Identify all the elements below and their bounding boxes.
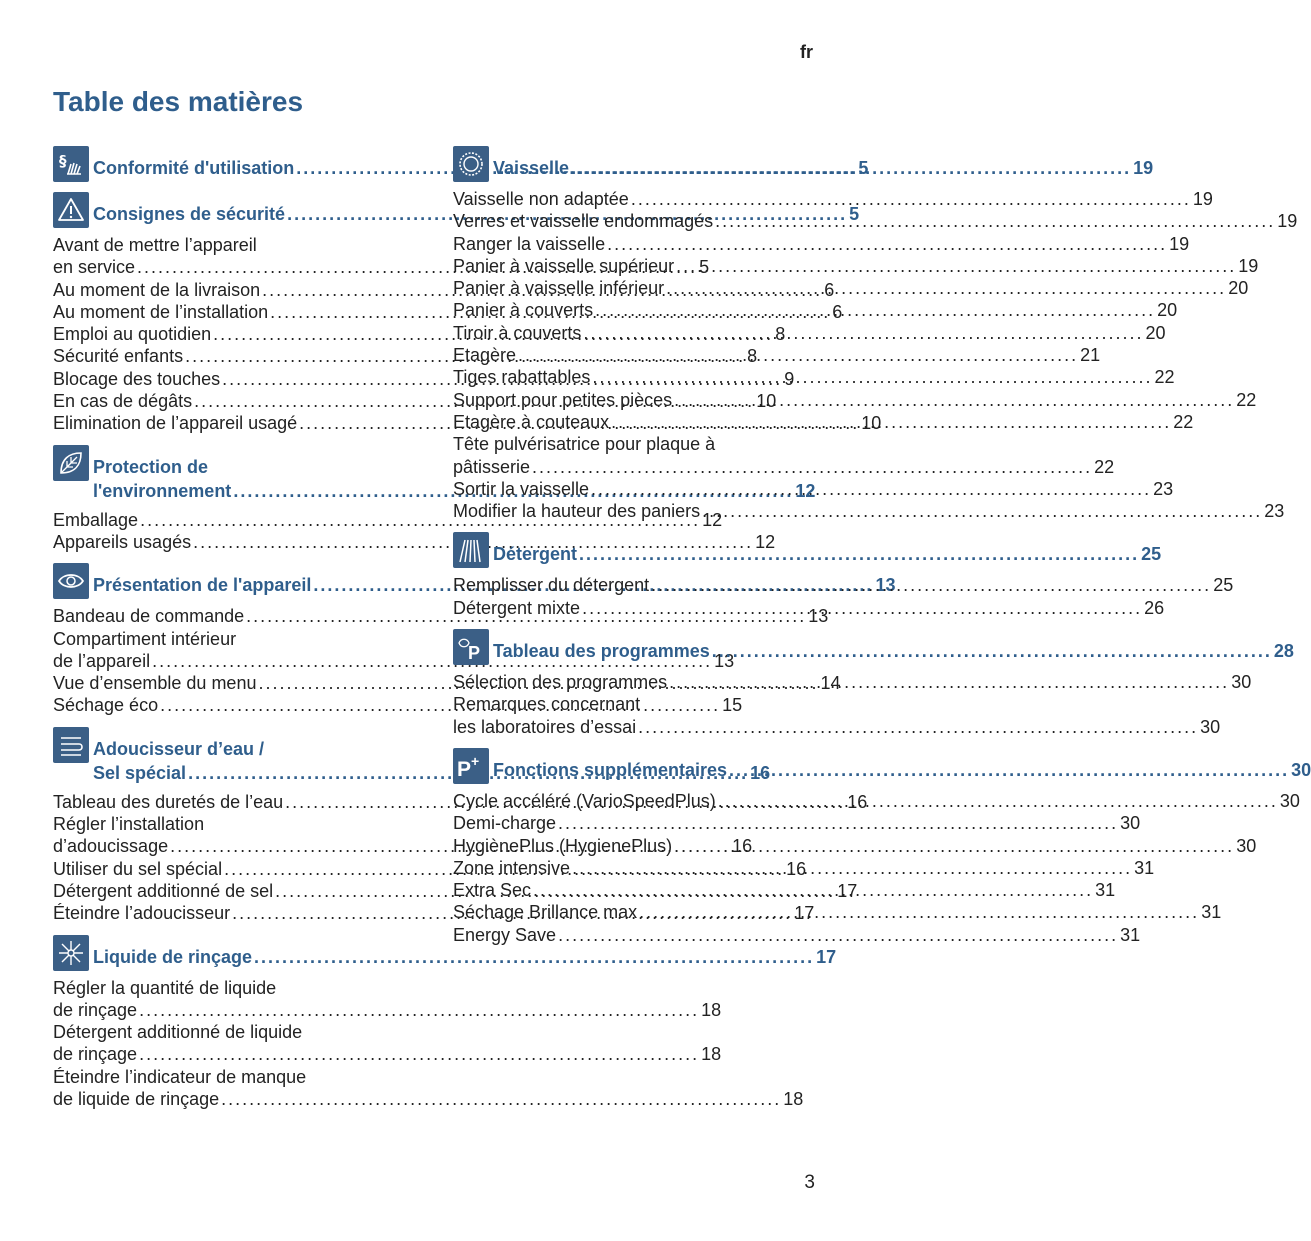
section-page: 13: [875, 575, 896, 596]
paragraph-hand-icon: [53, 146, 89, 182]
entry-text: Utiliser du sel spécial: [53, 858, 223, 879]
toc-entry[interactable]: [453, 857, 1155, 879]
detergent-icon: [453, 532, 489, 568]
entry-page: 10: [861, 413, 882, 434]
section-page: 17: [816, 946, 837, 967]
entry-text: de liquide de rinçage: [53, 1089, 220, 1110]
dot-leader: [591, 478, 1151, 500]
entry-text: Verres et vaisselle endommagés: [453, 211, 714, 232]
program-table-icon: [453, 629, 489, 665]
toc-entry-row[interactable]: [453, 188, 1213, 210]
dot-leader: [631, 188, 1191, 210]
entry-page: 15: [722, 695, 743, 716]
toc-entry[interactable]: [53, 977, 722, 1022]
entry-text: Zone intensive: [453, 857, 571, 878]
section-title-row[interactable]: [493, 639, 1294, 663]
entry-page: 31: [1095, 880, 1116, 901]
entry-text-line: Détergent additionné de liquide: [53, 1022, 303, 1043]
dot-leader: [532, 456, 1092, 478]
entry-page: 13: [808, 606, 829, 627]
entry-text-line: Avant de mettre l’appareil: [53, 235, 257, 255]
entry-text: Tiroir à couverts: [453, 322, 582, 343]
section-title: Détergent: [493, 544, 578, 565]
toc-entry[interactable]: [453, 366, 1175, 388]
section-title: Conformité d'utilisation: [93, 158, 295, 178]
toc-entry-row[interactable]: [453, 366, 1175, 388]
entry-text: Etagère à couteaux: [453, 411, 610, 432]
entry-page: 17: [837, 880, 858, 901]
p-plus-icon: [453, 748, 489, 784]
toc-entry-row[interactable]: [453, 299, 1178, 321]
dot-leader: [579, 542, 1139, 566]
section-header: [53, 935, 837, 971]
entry-text: Appareils usagés: [53, 531, 192, 552]
entry-text: Extra Sec: [453, 880, 532, 901]
entry-page: 31: [1201, 902, 1222, 923]
entry-page: 6: [832, 301, 843, 322]
entry-text: Éteindre l’adoucisseur: [53, 903, 231, 924]
entry-text: Séchage éco: [53, 695, 159, 716]
section-heading: [493, 532, 1161, 566]
entry-page: 10: [756, 391, 777, 412]
section-heading: [493, 146, 1153, 180]
toc-entry-row[interactable]: [453, 901, 1222, 923]
toc-entry[interactable]: [453, 812, 1141, 834]
toc-entry[interactable]: [453, 210, 1298, 232]
section-header: [453, 629, 1294, 665]
dot-leader: [571, 156, 1131, 180]
warning-triangle-icon: [53, 192, 89, 228]
section-page: 25: [1141, 544, 1162, 565]
section-title: Présentation de l'appareil: [93, 575, 312, 596]
entry-page: 8: [775, 324, 786, 345]
toc-entry-row[interactable]: [453, 210, 1298, 232]
entry-page: 23: [1264, 501, 1285, 522]
toc-entry[interactable]: [453, 344, 1101, 366]
entry-text: en service: [53, 257, 136, 278]
dot-leader: [582, 597, 1142, 619]
entry-text: Au moment de l’installation: [53, 301, 269, 322]
dot-leader: [139, 1043, 699, 1065]
entry-page: 31: [1134, 857, 1155, 878]
entry-page: 18: [701, 1044, 722, 1065]
section-header: [453, 146, 1154, 182]
toc-entry[interactable]: [453, 835, 1257, 857]
toc-entry[interactable]: [453, 322, 1166, 344]
toc-entry[interactable]: [453, 924, 1141, 946]
dot-leader: [592, 366, 1152, 388]
section-title: Tableau des programmes: [493, 641, 710, 662]
section-title: Consignes de sécurité: [93, 204, 286, 224]
section-heading: [493, 748, 1311, 782]
page-number: 3: [804, 1172, 815, 1193]
dot-leader: [674, 389, 1234, 411]
entry-text: Demi-charge: [453, 813, 557, 834]
entry-text: Détergent mixte: [453, 597, 581, 618]
entry-text: d’adoucissage: [53, 836, 169, 857]
toc-entry-row[interactable]: [453, 835, 1257, 857]
dot-leader: [221, 1088, 781, 1110]
dot-leader: [674, 835, 1234, 857]
section-title: Vaisselle: [493, 158, 570, 178]
dot-leader: [638, 716, 1198, 738]
toc-entry-row[interactable]: [453, 255, 1259, 277]
entry-page: 18: [701, 999, 722, 1020]
toc-entry[interactable]: [453, 233, 1190, 255]
toc-entry-row[interactable]: [453, 478, 1174, 500]
entry-text-line: Remarques concernant: [453, 694, 641, 715]
svg-text:+: +: [471, 752, 480, 769]
entry-text-line: Éteindre l’indicateur de manque: [53, 1066, 307, 1087]
dot-leader: [651, 574, 1211, 596]
dot-leader: [729, 758, 1289, 782]
section-header: [453, 532, 1162, 568]
entry-text: Tableau des duretés de l’eau: [53, 791, 284, 812]
dishes-icon: [453, 146, 489, 182]
section-title: Liquide de rinçage: [93, 946, 253, 967]
toc-section: [53, 935, 837, 1111]
entry-text: Tiges rabattables: [453, 367, 591, 388]
svg-text:P: P: [468, 643, 481, 664]
toc-entry[interactable]: [453, 255, 1259, 277]
section-title: Sel spécial: [93, 762, 187, 783]
entry-page: 31: [1120, 924, 1141, 945]
svg-text:P: P: [457, 757, 472, 781]
entry-page: 22: [1173, 411, 1194, 432]
entry-page: 30: [1120, 813, 1141, 834]
entry-text: Au moment de la livraison: [53, 279, 261, 300]
section-title-line: Adoucisseur d’eau /: [93, 738, 265, 759]
dot-leader: [572, 857, 1132, 879]
section-title-row[interactable]: [493, 758, 1311, 782]
dot-leader: [669, 671, 1229, 693]
entry-page: 19: [1277, 211, 1298, 232]
entry-page: 22: [1236, 389, 1257, 410]
entry-text: Emploi au quotidien: [53, 324, 212, 345]
entry-text: Remplisser du détergent: [453, 575, 650, 596]
toc-entry-row[interactable]: [453, 456, 1115, 478]
dot-leader: [718, 790, 1278, 812]
toc-entry[interactable]: [53, 531, 776, 553]
entry-page: 25: [1213, 575, 1234, 596]
toc-entry[interactable]: [453, 901, 1222, 923]
entry-page: 30: [1279, 790, 1300, 811]
entry-text-line: Compartiment intérieur: [53, 628, 237, 649]
entry-page: 26: [1144, 597, 1165, 618]
dot-leader: [583, 322, 1143, 344]
entry-text: Sélection des programmes: [453, 672, 668, 693]
toc-entry[interactable]: [453, 389, 1257, 411]
entry-page: 19: [1169, 233, 1190, 254]
entry-text: Energy Save: [453, 924, 557, 945]
entry-text: Panier à couverts: [453, 300, 594, 321]
svg-text:§: §: [59, 152, 67, 170]
section-page: 12: [795, 480, 816, 501]
entry-text: Emballage: [53, 509, 139, 530]
section-page: 5: [858, 158, 869, 178]
toc-entry-row[interactable]: [453, 322, 1166, 344]
eye-icon: [53, 563, 89, 599]
entry-text: Support pour petites pièces: [453, 389, 673, 410]
toc-entry[interactable]: [453, 277, 1249, 299]
toc-entry[interactable]: [453, 188, 1213, 210]
dot-leader: [558, 812, 1118, 834]
section-title: Fonctions supplémentaires: [493, 759, 728, 780]
entry-text: Panier à vaisselle inférieur: [453, 278, 665, 299]
section-page: 19: [1133, 158, 1154, 178]
entry-text: Modifier la hauteur des paniers: [453, 501, 701, 522]
entry-page: 21: [1080, 345, 1101, 366]
dot-leader: [139, 999, 699, 1021]
entry-text: Vue d’ensemble du menu: [53, 673, 257, 694]
section-page: 30: [1291, 759, 1311, 780]
section-heading: [493, 629, 1294, 663]
dot-leader: [533, 879, 1093, 901]
entry-text: Elimination de l’appareil usagé: [53, 413, 298, 434]
entry-text: Détergent additionné de sel: [53, 880, 274, 901]
entry-page: 20: [1228, 278, 1249, 299]
water-softener-icon: [53, 727, 89, 763]
toc-entry[interactable]: [53, 1021, 722, 1066]
entry-text: de l’appareil: [53, 650, 151, 671]
entry-text: Vaisselle non adaptée: [453, 189, 629, 209]
entry-text: Panier à vaisselle supérieur: [453, 255, 675, 276]
entry-page: 5: [699, 257, 710, 278]
toc-entry-row[interactable]: [453, 233, 1190, 255]
toc-entry-row[interactable]: [53, 1043, 722, 1065]
section-title: l'environnement: [93, 480, 232, 501]
entry-page: 9: [784, 368, 795, 389]
entry-page: 13: [714, 650, 735, 671]
toc-entry-row[interactable]: [53, 999, 722, 1021]
entry-text: HygiènePlus (HygienePlus): [453, 835, 673, 856]
toc-entry-row[interactable]: [453, 500, 1285, 522]
rinse-aid-icon: [53, 935, 89, 971]
toc-entry[interactable]: [453, 478, 1174, 500]
dot-leader: [639, 901, 1199, 923]
toc-entry-row[interactable]: [453, 812, 1141, 834]
leaf-icon: [53, 445, 89, 481]
entry-page: 17: [794, 903, 815, 924]
entry-text: Sortir la vaisselle: [453, 478, 590, 499]
entry-text: Cycle accéléré (VarioSpeedPlus): [453, 790, 716, 811]
entry-page: 30: [1236, 835, 1257, 856]
dot-leader: [518, 344, 1078, 366]
entry-page: 18: [783, 1089, 804, 1110]
dot-leader: [715, 210, 1275, 232]
entry-page: 6: [824, 279, 835, 300]
entry-page: 19: [1238, 255, 1259, 276]
toc-entry-row[interactable]: [453, 389, 1257, 411]
entry-text: Ranger la vaisselle: [453, 233, 606, 254]
entry-page: 12: [755, 531, 776, 552]
toc-entry[interactable]: [453, 500, 1285, 522]
entry-page: 16: [732, 836, 753, 857]
toc-entry-row[interactable]: [453, 344, 1101, 366]
section-page: 5: [849, 204, 860, 224]
toc-entry[interactable]: [53, 1066, 804, 1111]
entry-page: 16: [786, 858, 807, 879]
entry-page: 30: [1200, 716, 1221, 737]
dot-leader: [666, 277, 1226, 299]
toc-entry-row[interactable]: [453, 924, 1141, 946]
entry-text: Séchage Brillance max: [453, 902, 638, 923]
entry-text-line: Régler l’installation: [53, 814, 205, 835]
entry-page: 16: [847, 791, 868, 812]
toc-entry-row[interactable]: [53, 531, 776, 553]
toc-entry-row[interactable]: [453, 277, 1249, 299]
dot-leader: [607, 233, 1167, 255]
toc-entry-row[interactable]: [453, 716, 1221, 738]
section-page: 28: [1273, 641, 1294, 662]
section-title-row[interactable]: [493, 156, 1153, 180]
entry-page: 22: [1094, 456, 1115, 477]
entry-text: Blocage des touches: [53, 368, 221, 389]
toc-entry-row[interactable]: [453, 857, 1155, 879]
language-code: fr: [800, 42, 813, 62]
entry-page: 30: [1231, 672, 1252, 693]
section-page: 16: [750, 762, 771, 783]
dot-leader: [558, 924, 1118, 946]
page-title: Table des matières: [53, 86, 304, 117]
toc-entry-row[interactable]: [53, 1088, 804, 1110]
dot-leader: [702, 500, 1262, 522]
entry-page: 23: [1153, 478, 1174, 499]
entry-text: de rinçage: [53, 999, 138, 1020]
entry-text: les laboratoires d’essai: [453, 716, 637, 737]
dot-leader: [611, 411, 1171, 433]
toc-entry[interactable]: [453, 693, 1221, 738]
section-title-row[interactable]: [493, 542, 1161, 566]
entry-page: 8: [747, 346, 758, 367]
entry-page: 19: [1192, 189, 1213, 209]
toc-entry[interactable]: [453, 299, 1178, 321]
entry-page: 14: [820, 673, 841, 694]
entry-text-line: Tête pulvérisatrice pour plaque à: [453, 434, 716, 455]
dot-leader: [595, 299, 1155, 321]
dot-leader: [676, 255, 1236, 277]
entry-text: Etagère: [453, 345, 517, 366]
entry-page: 12: [702, 509, 723, 530]
entry-page: 22: [1154, 367, 1175, 388]
entry-text: Bandeau de commande: [53, 606, 245, 627]
toc-entry-list: [53, 977, 804, 1111]
entry-text: En cas de dégâts: [53, 391, 193, 412]
dot-leader: [712, 639, 1272, 663]
entry-text: pâtisserie: [453, 456, 531, 477]
entry-text: Sécurité enfants: [53, 346, 184, 367]
section-header: [453, 748, 1311, 784]
toc-entry[interactable]: [453, 433, 1115, 478]
entry-text: de rinçage: [53, 1044, 138, 1065]
section-title-line: Protection de: [93, 456, 209, 477]
entry-page: 20: [1145, 322, 1166, 343]
entry-text-line: Régler la quantité de liquide: [53, 977, 277, 998]
entry-page: 20: [1157, 300, 1178, 321]
